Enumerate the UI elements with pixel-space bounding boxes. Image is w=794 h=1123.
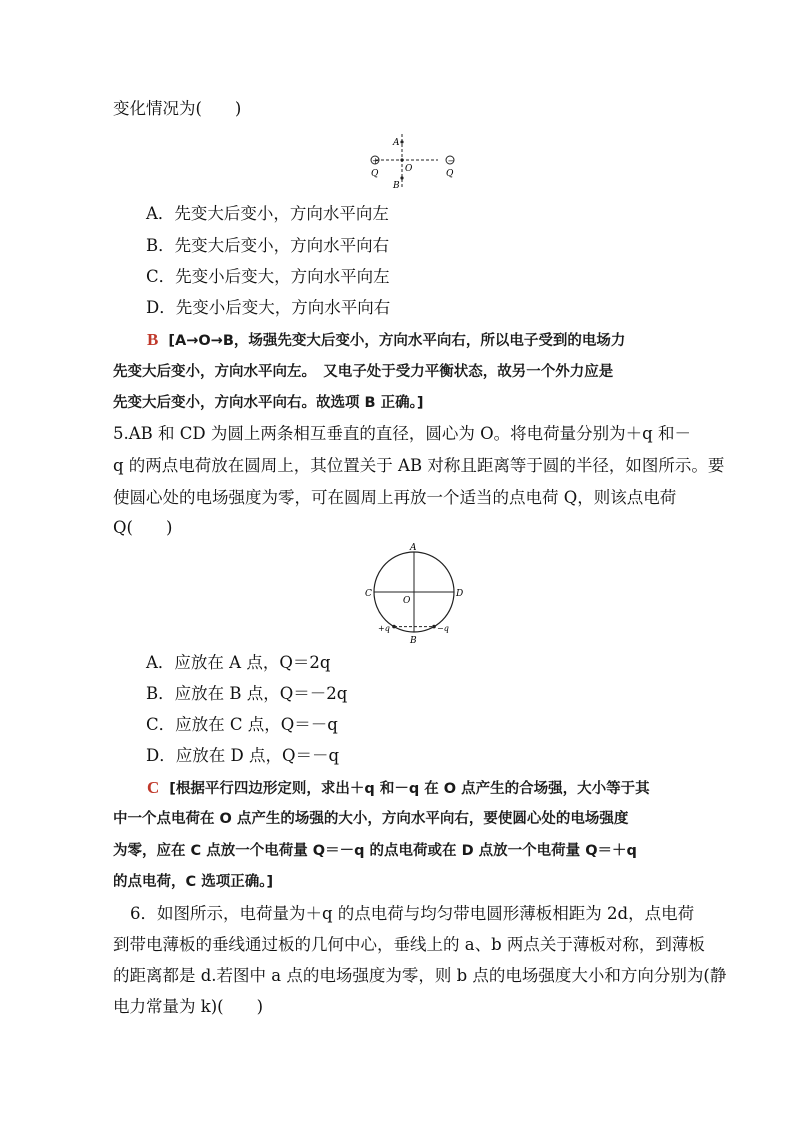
label-q-left: Q — [371, 169, 379, 179]
q4-answer-key: B — [147, 330, 159, 349]
q6-stem-line-1: 6．如图所示，电荷量为＋q 的点电荷与均匀带电圆形薄板相距为 2d，点电荷 — [130, 904, 695, 923]
sign-left: + — [372, 156, 379, 166]
q5-analysis-line-3: 为零，应在 C 点放一个电荷量 Q＝－q 的点电荷或在 D 点放一个电荷量 Q＝＋q — [113, 843, 637, 859]
q5-stem-line-3: 使圆心处的电场强度为零，可在圆周上再放一个适当的点电荷 Q，则该点电荷 — [113, 488, 677, 507]
q6-stem-line-4: 电力常量为 k)( ) — [113, 997, 264, 1016]
q4-option-b: B．先变大后变小，方向水平向右 — [146, 236, 390, 255]
q5-option-d: D．应放在 D 点，Q＝－q — [146, 746, 340, 765]
label-d: D — [456, 589, 464, 599]
q5-analysis-line-2: 中一个点电荷在 O 点产生的场强的大小，方向水平向右，要使圆心处的电场强度 — [113, 811, 629, 827]
q4-analysis-line-1: B [A→O→B，场强先变大后变小，方向水平向右，所以电子受到的电场力 — [147, 330, 626, 349]
q5-figure — [362, 540, 466, 646]
label-a: A — [410, 543, 417, 553]
q6-stem-line-2: 到带电薄板的垂线通过板的几何中心，垂线上的 a、b 两点关于薄板对称，到薄板 — [113, 935, 705, 954]
label-o: O — [403, 596, 411, 606]
q5-stem-line-1: 5.AB 和 CD 为圆上两条相互垂直的直径，圆心为 O。将电荷量分别为＋q 和－ — [113, 424, 691, 443]
q4-analysis-line-2: 先变大后变小，方向水平向左。 又电子处于受力平衡状态，故另一个外力应是 — [113, 364, 614, 380]
q4-figure — [362, 130, 472, 192]
q4-stem-tail: 变化情况为( ) — [113, 99, 242, 118]
q5-option-a: A．应放在 A 点，Q＝2q — [146, 653, 331, 672]
q5-analysis-line-4: 的点电荷，C 选项正确。] — [113, 874, 274, 890]
label-minus-q: −q — [437, 624, 449, 633]
q4-option-c: C．先变小后变大，方向水平向左 — [146, 267, 390, 286]
label-b: B — [410, 636, 417, 646]
q5-stem-line-4: Q( ) — [113, 518, 173, 537]
q5-option-b: B．应放在 B 点，Q＝－2q — [146, 684, 348, 703]
q6-stem-line-3: 的距离都是 d.若图中 a 点的电场强度为零，则 b 点的电场强度大小和方向分别为(静 — [113, 966, 727, 985]
sign-right: − — [447, 156, 455, 166]
q4-analysis-line-3: 先变大后变小，方向水平向右。故选项 B 正确。] — [113, 395, 424, 411]
label-a: A — [393, 138, 400, 148]
q5-stem-line-2: q 的两点电荷放在圆周上，其位置关于 AB 对称且距离等于圆的半径，如图所示。要 — [113, 456, 725, 475]
q5-answer-key: C — [147, 778, 160, 797]
label-o: O — [405, 164, 413, 174]
label-q-right: Q — [446, 169, 454, 179]
q5-analysis-line-1: C [根据平行四边形定则，求出＋q 和－q 在 O 点产生的合场强，大小等于其 — [147, 778, 650, 797]
q4-option-d: D．先变小后变大，方向水平向右 — [146, 298, 391, 317]
q4-option-a: A．先变大后变小，方向水平向左 — [146, 204, 389, 223]
label-b: B — [393, 181, 400, 191]
q5-option-c: C．应放在 C 点，Q＝－q — [146, 715, 338, 734]
label-plus-q: +q — [378, 624, 390, 633]
label-c: C — [365, 589, 372, 599]
